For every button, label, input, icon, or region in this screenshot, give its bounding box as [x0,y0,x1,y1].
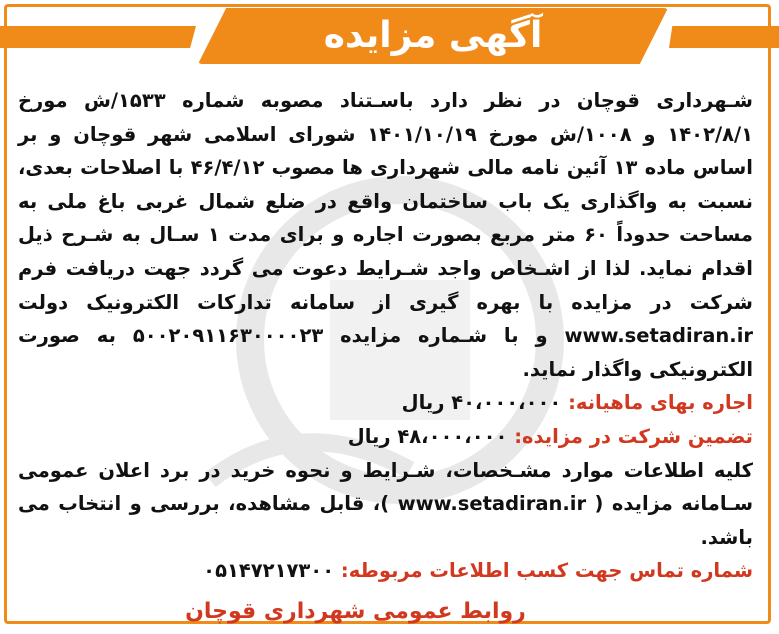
rent-value: ۴۰،۰۰۰،۰۰۰ ریال [401,391,562,415]
header-bar-left [0,26,196,48]
deposit-label: تضمین شرکت در مزایده: [514,424,753,448]
page-title: آگهی مزایده [323,15,543,56]
notice-body [18,84,753,634]
deposit-row [18,420,753,454]
header [0,0,779,78]
rent-label: اجاره بهای ماهیانه: [568,391,753,415]
contact-label: شماره تماس جهت کسب اطلاعات مربوطه: [340,559,753,583]
contact-value: ۰۵۱۴۷۲۱۷۳۰۰ [203,559,335,583]
rent-row [18,386,753,420]
main-paragraph: شـهرداری قوچان در نظر دارد باسـتناد مصوبه شماره ۱۵۳۳/ش مورخ ۱۴۰۲/۸/۱ و ۱۰۰۸/ش مورخ ۱۴۰۱/۱۰/۱۹ شورای اسلامی شهر قوچان و بر اساس ماده ۱۳ آئین نامه مالی شهرداری ها مصوب ۴۶/۴/۱۲ با اصلاحات بعدی، نسبت به واگذاری یک باب ساختمان واقع در ضلع شمال غربی باغ ملی به مساحت حدوداً ۶۰ متر مربع بصورت اجاره و برای مدت ۱ سـال به شـرح ذیل اقدام نماید. لذا از اشـخاص واجد شـرایط دعوت می گردد جهت دریافت فرم شرکت در مزایده با بهره گیری از سامانه تدارکات الکترونیک دولت www.setadiran.ir و با شـماره مزایده ۵۰۰۲۰۹۱۱۶۳۰۰۰۰۲۳ به صورت الکترونیکی واگذار نماید. [18,89,754,381]
signature: روابط عمومی شهرداری قوچان [185,598,526,624]
contact-row [18,554,753,588]
info-paragraph: کلیه اطلاعات موارد مشـخصات، شـرایط و نحوه خرید در برد اعلان عمومی سـامانه مزایده ( www.setadiran.ir )، قابل مشاهده، بررسی و انتخاب می باشد. [18,458,753,549]
deposit-value: ۴۸،۰۰۰،۰۰۰ ریال [347,424,508,448]
header-bar-right [669,26,779,48]
